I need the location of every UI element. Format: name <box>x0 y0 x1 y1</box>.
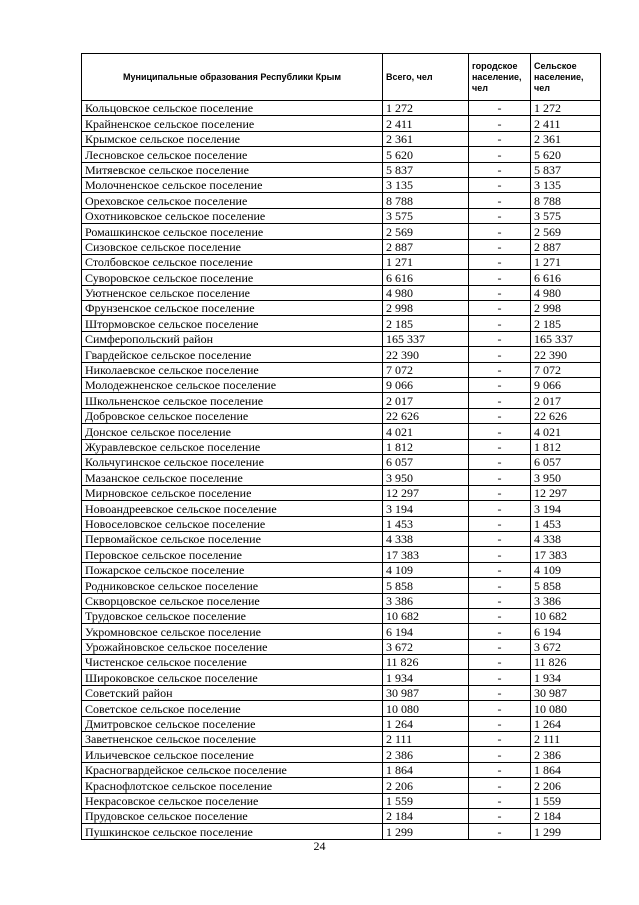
table-row <box>82 408 601 423</box>
cell-urban: - <box>469 716 531 731</box>
cell-municipality: Новоселовское сельское поселение <box>82 516 383 531</box>
cell-total: 4 338 <box>383 531 469 546</box>
cell-rural: 22 390 <box>531 347 601 362</box>
table-header <box>82 54 601 101</box>
table-row <box>82 254 601 269</box>
table-row <box>82 716 601 731</box>
cell-total: 2 887 <box>383 239 469 254</box>
table-row <box>82 301 601 316</box>
cell-total: 7 072 <box>383 362 469 377</box>
cell-rural: 3 672 <box>531 639 601 654</box>
table-row <box>82 562 601 577</box>
cell-total: 22 626 <box>383 408 469 423</box>
cell-municipality: Новоандреевское сельское поселение <box>82 501 383 516</box>
table-row <box>82 347 601 362</box>
table-row <box>82 470 601 485</box>
cell-rural: 12 297 <box>531 485 601 500</box>
table-row <box>82 593 601 608</box>
cell-total: 12 297 <box>383 485 469 500</box>
cell-rural: 2 411 <box>531 116 601 131</box>
table-row <box>82 516 601 531</box>
cell-municipality: Крайненское сельское поселение <box>82 116 383 131</box>
cell-urban: - <box>469 254 531 269</box>
table-row <box>82 331 601 346</box>
cell-rural: 5 837 <box>531 162 601 177</box>
cell-municipality: Прудовское сельское поселение <box>82 808 383 823</box>
cell-municipality: Журавлевское сельское поселение <box>82 439 383 454</box>
cell-municipality: Советский район <box>82 685 383 700</box>
cell-municipality: Урожайновское сельское поселение <box>82 639 383 654</box>
cell-total: 1 271 <box>383 254 469 269</box>
cell-rural: 2 887 <box>531 239 601 254</box>
cell-municipality: Укромновское сельское поселение <box>82 624 383 639</box>
cell-urban: - <box>469 116 531 131</box>
table-row <box>82 547 601 562</box>
table-row <box>82 454 601 469</box>
table-row <box>82 285 601 300</box>
cell-rural: 22 626 <box>531 408 601 423</box>
cell-municipality: Ореховское сельское поселение <box>82 193 383 208</box>
cell-total: 3 950 <box>383 470 469 485</box>
cell-urban: - <box>469 624 531 639</box>
cell-municipality: Широковское сельское поселение <box>82 670 383 685</box>
cell-rural: 1 559 <box>531 793 601 808</box>
table-row <box>82 193 601 208</box>
cell-municipality: Советское сельское поселение <box>82 701 383 716</box>
cell-rural: 3 950 <box>531 470 601 485</box>
cell-municipality: Фрунзенское сельское поселение <box>82 301 383 316</box>
cell-total: 5 620 <box>383 147 469 162</box>
cell-total: 3 575 <box>383 208 469 223</box>
cell-urban: - <box>469 701 531 716</box>
table-row <box>82 531 601 546</box>
cell-municipality: Трудовское сельское поселение <box>82 608 383 623</box>
cell-urban: - <box>469 316 531 331</box>
cell-urban: - <box>469 193 531 208</box>
cell-municipality: Первомайское сельское поселение <box>82 531 383 546</box>
table-row <box>82 732 601 747</box>
cell-municipality: Некрасовское сельское поселение <box>82 793 383 808</box>
cell-urban: - <box>469 562 531 577</box>
table-row <box>82 624 601 639</box>
cell-rural: 9 066 <box>531 378 601 393</box>
cell-rural: 1 272 <box>531 101 601 116</box>
cell-municipality: Заветненское сельское поселение <box>82 732 383 747</box>
cell-total: 2 185 <box>383 316 469 331</box>
cell-total: 1 272 <box>383 101 469 116</box>
cell-total: 22 390 <box>383 347 469 362</box>
cell-rural: 2 361 <box>531 131 601 146</box>
cell-total: 10 080 <box>383 701 469 716</box>
cell-municipality: Добровское сельское поселение <box>82 408 383 423</box>
cell-total: 2 361 <box>383 131 469 146</box>
cell-urban: - <box>469 408 531 423</box>
cell-rural: 3 194 <box>531 501 601 516</box>
cell-urban: - <box>469 162 531 177</box>
table-row <box>82 362 601 377</box>
cell-urban: - <box>469 516 531 531</box>
cell-urban: - <box>469 608 531 623</box>
cell-urban: - <box>469 147 531 162</box>
table-row <box>82 393 601 408</box>
cell-urban: - <box>469 285 531 300</box>
cell-municipality: Мирновское сельское поселение <box>82 485 383 500</box>
table-row <box>82 793 601 808</box>
cell-municipality: Красногвардейское сельское поселение <box>82 762 383 777</box>
cell-rural: 1 812 <box>531 439 601 454</box>
cell-total: 4 980 <box>383 285 469 300</box>
cell-urban: - <box>469 824 531 839</box>
cell-municipality: Перовское сельское поселение <box>82 547 383 562</box>
table-row <box>82 670 601 685</box>
cell-total: 1 264 <box>383 716 469 731</box>
cell-total: 1 812 <box>383 439 469 454</box>
cell-total: 5 858 <box>383 578 469 593</box>
cell-rural: 17 383 <box>531 547 601 562</box>
cell-total: 3 672 <box>383 639 469 654</box>
page-number: 24 <box>313 839 326 853</box>
cell-urban: - <box>469 177 531 192</box>
cell-total: 1 864 <box>383 762 469 777</box>
cell-total: 3 135 <box>383 177 469 192</box>
cell-municipality: Николаевское сельское поселение <box>82 362 383 377</box>
header-municipality: Муниципальные образования Республики Крым <box>82 54 383 101</box>
cell-urban: - <box>469 347 531 362</box>
cell-total: 10 682 <box>383 608 469 623</box>
cell-urban: - <box>469 101 531 116</box>
cell-urban: - <box>469 393 531 408</box>
cell-urban: - <box>469 732 531 747</box>
cell-municipality: Дмитровское сельское поселение <box>82 716 383 731</box>
table-row <box>82 177 601 192</box>
cell-total: 6 194 <box>383 624 469 639</box>
cell-rural: 2 184 <box>531 808 601 823</box>
cell-municipality: Охотниковское сельское поселение <box>82 208 383 223</box>
cell-municipality: Ильичевское сельское поселение <box>82 747 383 762</box>
cell-urban: - <box>469 655 531 670</box>
cell-urban: - <box>469 685 531 700</box>
cell-total: 2 206 <box>383 778 469 793</box>
cell-urban: - <box>469 454 531 469</box>
cell-total: 3 386 <box>383 593 469 608</box>
cell-urban: - <box>469 808 531 823</box>
cell-rural: 6 616 <box>531 270 601 285</box>
cell-total: 4 021 <box>383 424 469 439</box>
cell-rural: 1 453 <box>531 516 601 531</box>
cell-municipality: Крымское сельское поселение <box>82 131 383 146</box>
cell-total: 2 386 <box>383 747 469 762</box>
cell-total: 6 057 <box>383 454 469 469</box>
cell-rural: 5 858 <box>531 578 601 593</box>
cell-urban: - <box>469 239 531 254</box>
cell-rural: 6 194 <box>531 624 601 639</box>
cell-municipality: Столбовское сельское поселение <box>82 254 383 269</box>
cell-rural: 2 569 <box>531 224 601 239</box>
cell-urban: - <box>469 362 531 377</box>
table-row <box>82 101 601 116</box>
header-total: Всего, чел <box>383 54 469 101</box>
cell-rural: 7 072 <box>531 362 601 377</box>
cell-total: 4 109 <box>383 562 469 577</box>
cell-rural: 2 206 <box>531 778 601 793</box>
table-body <box>82 101 601 840</box>
population-table <box>81 53 601 840</box>
cell-urban: - <box>469 470 531 485</box>
cell-municipality: Молодежненское сельское поселение <box>82 378 383 393</box>
cell-rural: 4 338 <box>531 531 601 546</box>
cell-rural: 2 386 <box>531 747 601 762</box>
table-row <box>82 778 601 793</box>
cell-municipality: Сизовское сельское поселение <box>82 239 383 254</box>
cell-municipality: Родниковское сельское поселение <box>82 578 383 593</box>
cell-urban: - <box>469 547 531 562</box>
cell-urban: - <box>469 485 531 500</box>
cell-total: 1 934 <box>383 670 469 685</box>
cell-urban: - <box>469 378 531 393</box>
cell-total: 11 826 <box>383 655 469 670</box>
cell-total: 8 788 <box>383 193 469 208</box>
table-row <box>82 701 601 716</box>
cell-urban: - <box>469 778 531 793</box>
cell-urban: - <box>469 439 531 454</box>
cell-municipality: Школьненское сельское поселение <box>82 393 383 408</box>
table-row <box>82 501 601 516</box>
cell-municipality: Симферопольский район <box>82 331 383 346</box>
cell-rural: 3 575 <box>531 208 601 223</box>
cell-total: 2 411 <box>383 116 469 131</box>
cell-municipality: Штормовское сельское поселение <box>82 316 383 331</box>
table-row <box>82 424 601 439</box>
cell-total: 3 194 <box>383 501 469 516</box>
cell-urban: - <box>469 224 531 239</box>
cell-municipality: Мазанское сельское поселение <box>82 470 383 485</box>
cell-municipality: Скворцовское сельское поселение <box>82 593 383 608</box>
cell-urban: - <box>469 793 531 808</box>
cell-urban: - <box>469 670 531 685</box>
table-row <box>82 747 601 762</box>
cell-rural: 1 934 <box>531 670 601 685</box>
table-row <box>82 208 601 223</box>
cell-urban: - <box>469 531 531 546</box>
cell-urban: - <box>469 270 531 285</box>
table-row <box>82 316 601 331</box>
cell-rural: 2 017 <box>531 393 601 408</box>
cell-rural: 5 620 <box>531 147 601 162</box>
table-row <box>82 824 601 839</box>
table-row <box>82 655 601 670</box>
cell-municipality: Ромашкинское сельское поселение <box>82 224 383 239</box>
cell-rural: 1 864 <box>531 762 601 777</box>
cell-total: 17 383 <box>383 547 469 562</box>
cell-rural: 4 021 <box>531 424 601 439</box>
cell-rural: 3 135 <box>531 177 601 192</box>
cell-municipality: Кольчугинское сельское поселение <box>82 454 383 469</box>
header-urban: городское население, чел <box>469 54 531 101</box>
table-row <box>82 131 601 146</box>
cell-urban: - <box>469 639 531 654</box>
cell-urban: - <box>469 762 531 777</box>
cell-municipality: Митяевское сельское поселение <box>82 162 383 177</box>
cell-urban: - <box>469 131 531 146</box>
cell-urban: - <box>469 208 531 223</box>
table-row <box>82 224 601 239</box>
cell-municipality: Кольцовское сельское поселение <box>82 101 383 116</box>
cell-municipality: Лесновское сельское поселение <box>82 147 383 162</box>
table-row <box>82 639 601 654</box>
cell-total: 1 559 <box>383 793 469 808</box>
cell-municipality: Пушкинское сельское поселение <box>82 824 383 839</box>
cell-total: 9 066 <box>383 378 469 393</box>
cell-municipality: Пожарское сельское поселение <box>82 562 383 577</box>
cell-total: 30 987 <box>383 685 469 700</box>
table-row <box>82 270 601 285</box>
cell-rural: 165 337 <box>531 331 601 346</box>
table-row <box>82 762 601 777</box>
table-row <box>82 608 601 623</box>
cell-total: 165 337 <box>383 331 469 346</box>
cell-total: 6 616 <box>383 270 469 285</box>
cell-urban: - <box>469 501 531 516</box>
cell-rural: 3 386 <box>531 593 601 608</box>
cell-total: 2 569 <box>383 224 469 239</box>
cell-municipality: Краснофлотское сельское поселение <box>82 778 383 793</box>
cell-municipality: Суворовское сельское поселение <box>82 270 383 285</box>
cell-rural: 1 299 <box>531 824 601 839</box>
cell-total: 2 017 <box>383 393 469 408</box>
cell-total: 2 998 <box>383 301 469 316</box>
header-rural: Сельское население, чел <box>531 54 601 101</box>
cell-rural: 10 080 <box>531 701 601 716</box>
cell-rural: 30 987 <box>531 685 601 700</box>
table-row <box>82 439 601 454</box>
cell-urban: - <box>469 578 531 593</box>
cell-rural: 10 682 <box>531 608 601 623</box>
cell-rural: 4 109 <box>531 562 601 577</box>
cell-rural: 11 826 <box>531 655 601 670</box>
cell-municipality: Донское сельское поселение <box>82 424 383 439</box>
table-row <box>82 116 601 131</box>
table-row <box>82 808 601 823</box>
table-row <box>82 147 601 162</box>
table-row <box>82 239 601 254</box>
cell-urban: - <box>469 747 531 762</box>
cell-total: 5 837 <box>383 162 469 177</box>
cell-municipality: Уютненское сельское поселение <box>82 285 383 300</box>
table-row <box>82 162 601 177</box>
cell-rural: 1 264 <box>531 716 601 731</box>
table-row <box>82 378 601 393</box>
cell-municipality: Чистенское сельское поселение <box>82 655 383 670</box>
table-row <box>82 685 601 700</box>
cell-total: 1 299 <box>383 824 469 839</box>
table-row <box>82 578 601 593</box>
cell-urban: - <box>469 424 531 439</box>
cell-rural: 4 980 <box>531 285 601 300</box>
cell-rural: 2 185 <box>531 316 601 331</box>
cell-rural: 2 111 <box>531 732 601 747</box>
header-row <box>82 54 601 101</box>
cell-rural: 6 057 <box>531 454 601 469</box>
cell-rural: 1 271 <box>531 254 601 269</box>
cell-urban: - <box>469 301 531 316</box>
cell-urban: - <box>469 331 531 346</box>
cell-rural: 2 998 <box>531 301 601 316</box>
cell-municipality: Молочненское сельское поселение <box>82 177 383 192</box>
cell-rural: 8 788 <box>531 193 601 208</box>
cell-urban: - <box>469 593 531 608</box>
cell-total: 1 453 <box>383 516 469 531</box>
cell-total: 2 111 <box>383 732 469 747</box>
cell-total: 2 184 <box>383 808 469 823</box>
cell-municipality: Гвардейское сельское поселение <box>82 347 383 362</box>
table-row <box>82 485 601 500</box>
